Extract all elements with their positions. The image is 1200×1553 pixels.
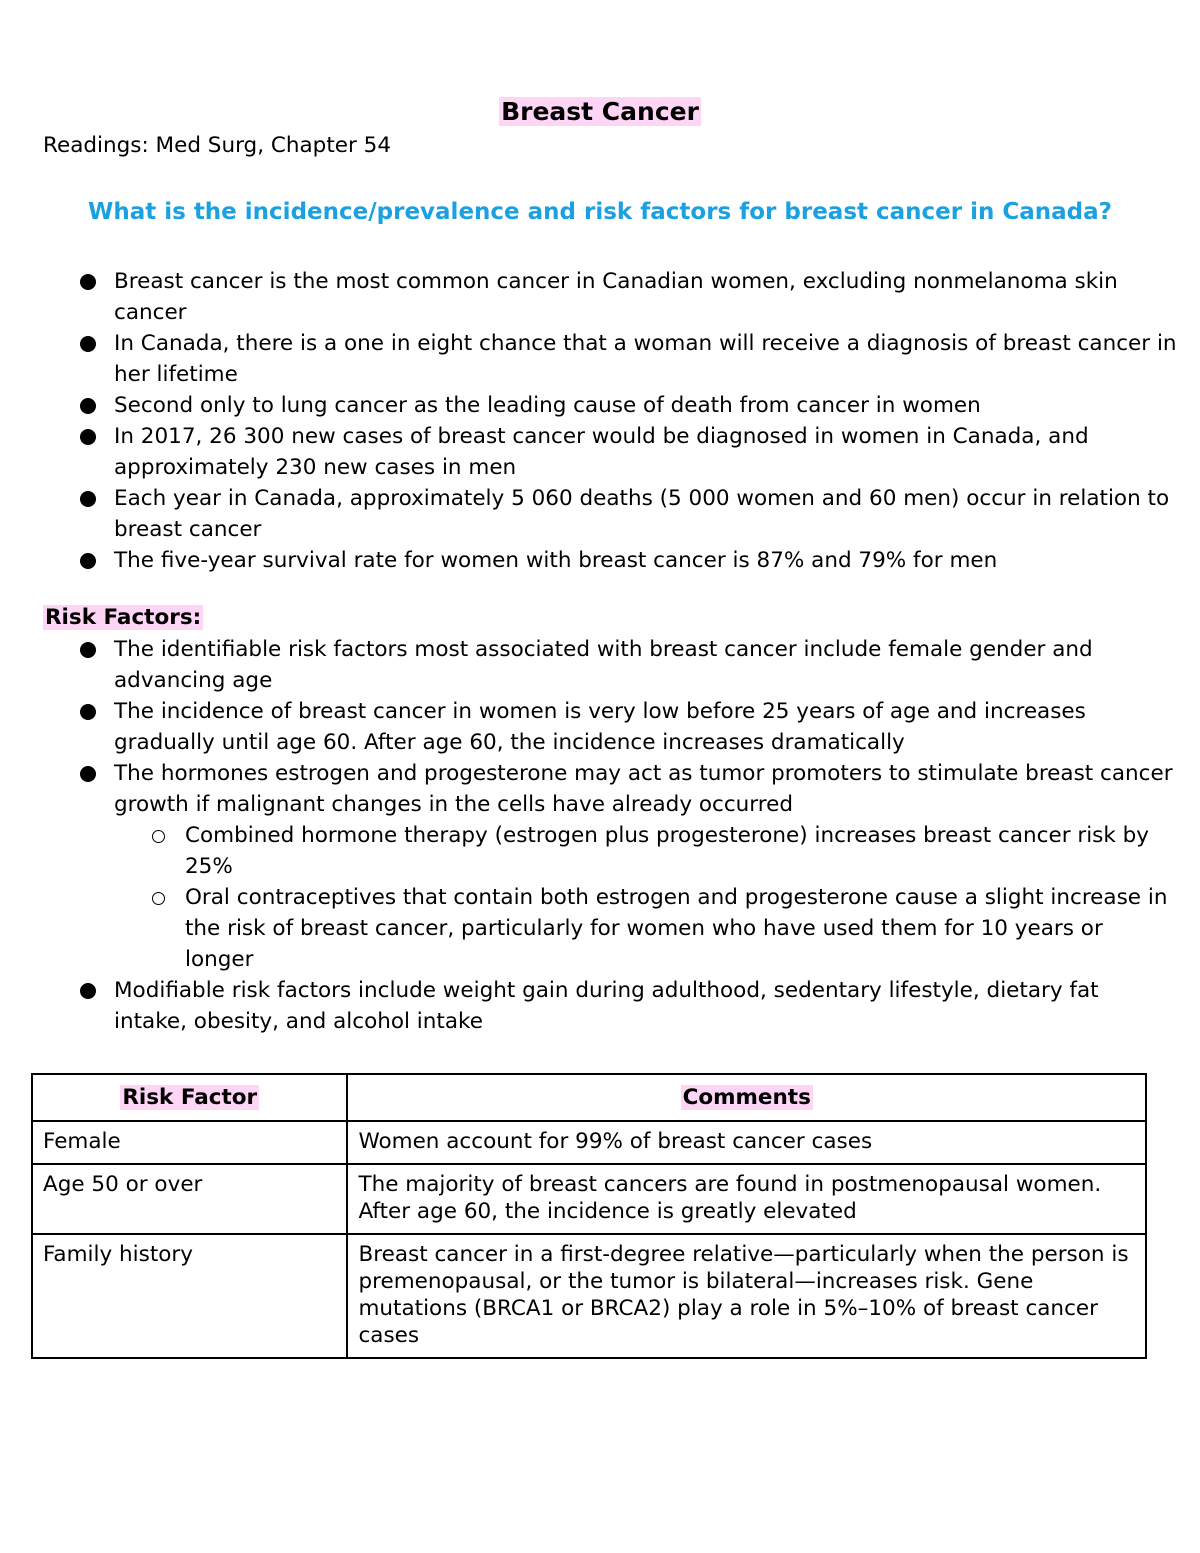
table-row [32, 1234, 1146, 1358]
risk-factors-list [77, 634, 1177, 1037]
table-cell: The majority of breast cancers are found in postmenopausal women. After age 60, the incidence is greatly elevated [347, 1164, 1146, 1234]
incidence-list [77, 266, 1177, 576]
table-header-row [32, 1074, 1146, 1121]
sub-list-item: Oral contraceptives that contain both estrogen and progesterone cause a slight increase in the risk of breast cancer, particularly for women who have used them for 10 years or longer [148, 882, 1177, 975]
readings-line: Readings: Med Surg, Chapter 54 [43, 133, 392, 158]
risk-factors-heading [43, 602, 203, 633]
column-header-risk-factor [32, 1074, 347, 1121]
list-item [77, 634, 1177, 696]
section-question-heading: What is the incidence/prevalence and risk factors for breast cancer in Canada? [87, 199, 1113, 225]
page-title [0, 94, 1200, 130]
table-row [32, 1121, 1146, 1164]
list-item [77, 696, 1177, 758]
list-item: In 2017, 26 300 new cases of breast cancer would be diagnosed in women in Canada, and approximately 230 new cases in men [77, 421, 1177, 483]
title-text: Breast Cancer [501, 97, 699, 126]
header-text: Risk Factor [122, 1085, 258, 1110]
table-cell: Women account for 99% of breast cancer cases [347, 1121, 1146, 1164]
table-row [32, 1164, 1146, 1234]
list-item: Second only to lung cancer as the leading cause of death from cancer in women [77, 390, 1177, 421]
table-cell: Family history [32, 1234, 347, 1358]
list-item-text: The incidence of breast cancer in women is very low before 25 years of age and increases gradually until age 60. After age 60, the incidence increases dramatically [114, 699, 1086, 755]
list-item-text: The identifiable risk factors most associated with breast cancer include female gender and advancing age [114, 637, 1093, 693]
column-header-comments [347, 1074, 1146, 1121]
list-item [77, 758, 1177, 975]
sub-list-item: Combined hormone therapy (estrogen plus progesterone) increases breast cancer risk by 25% [148, 820, 1177, 882]
list-item-text: Modifiable risk factors include weight gain during adulthood, sedentary lifestyle, dietary fat intake, obesity, and alcohol intake [114, 978, 1099, 1034]
risk-factor-table [31, 1073, 1147, 1359]
header-text: Comments [682, 1085, 811, 1110]
list-item: The five-year survival rate for women with breast cancer is 87% and 79% for men [77, 545, 1177, 576]
sub-list [148, 820, 1177, 975]
table-cell: Age 50 or over [32, 1164, 347, 1234]
risk-factors-heading-text: Risk Factors: [45, 605, 202, 630]
list-item-text: The hormones estrogen and progesterone may act as tumor promoters to stimulate breast cancer growth if malignant changes in the cells have already occurred [114, 761, 1173, 817]
table-cell: Female [32, 1121, 347, 1164]
list-item: In Canada, there is a one in eight chance that a woman will receive a diagnosis of breast cancer in her lifetime [77, 328, 1177, 390]
list-item [77, 975, 1177, 1037]
list-item: Breast cancer is the most common cancer in Canadian women, excluding nonmelanoma skin cancer [77, 266, 1177, 328]
list-item: Each year in Canada, approximately 5 060 deaths (5 000 women and 60 men) occur in relation to breast cancer [77, 483, 1177, 545]
table-cell: Breast cancer in a first-degree relative—particularly when the person is premenopausal, or the tumor is bilateral—increases risk. Gene mutations (BRCA1 or BRCA2) play a role in 5%–10% of breast cancer cases [347, 1234, 1146, 1358]
